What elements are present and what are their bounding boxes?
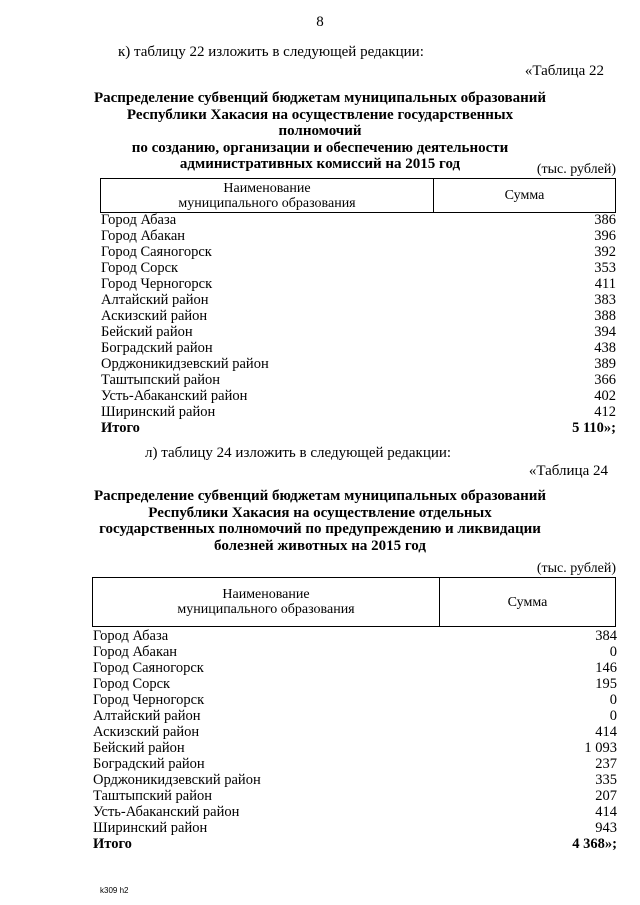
table-row	[93, 788, 617, 804]
row-name: Ширинский район	[101, 404, 216, 420]
row-name: Аскизский район	[101, 308, 208, 324]
row-value: 335	[595, 772, 617, 788]
row-value: 943	[595, 820, 617, 836]
row-value: 0	[609, 644, 617, 660]
row-value: 411	[594, 276, 616, 292]
row-value: 1 093	[584, 740, 617, 756]
footer-code: k309 h2	[100, 886, 129, 895]
row-value: 146	[595, 660, 617, 676]
row-name: Орджоникидзевский район	[93, 772, 261, 788]
table-22-header	[100, 178, 616, 213]
table-row	[101, 228, 616, 244]
table-row	[101, 356, 616, 372]
row-name: Город Абаза	[93, 628, 169, 644]
row-value: 0	[609, 692, 617, 708]
table-row	[93, 708, 617, 724]
heading-line: болезней животных на 2015 год	[214, 537, 426, 554]
table-row	[101, 212, 616, 228]
table-24-heading	[90, 488, 550, 554]
table-row	[93, 628, 617, 644]
column-header-name	[93, 578, 440, 626]
row-value: 353	[594, 260, 616, 276]
column-header-name-line: Наименование	[222, 587, 310, 602]
instruction-table-24: л) таблицу 24 изложить в следующей редакции:	[145, 445, 452, 461]
table-24-caption: «Таблица 24	[528, 463, 608, 479]
row-name: Бейский район	[101, 324, 193, 340]
page-number: 8	[316, 14, 324, 30]
table-row	[93, 676, 617, 692]
table-total-row	[93, 836, 617, 852]
table-24-units: (тыс. рублей)	[536, 561, 616, 576]
table-row	[101, 372, 616, 388]
column-header-name-line: муниципального образования	[178, 195, 356, 211]
row-value: 438	[594, 340, 616, 356]
heading-line: Распределение субвенций бюджетам муниципальных образований	[93, 90, 547, 106]
table-total-row	[101, 420, 616, 436]
column-header-sum: Сумма	[504, 188, 545, 203]
row-name: Боградский район	[93, 756, 205, 772]
table-24-body	[93, 628, 617, 852]
instruction-table-22: к) таблицу 22 изложить в следующей редакции:	[118, 44, 424, 60]
row-value: 412	[594, 404, 616, 420]
table-row	[101, 244, 616, 260]
row-value: 384	[595, 628, 617, 644]
row-value: 392	[594, 244, 616, 260]
row-value: 402	[594, 388, 616, 404]
row-name: Аскизский район	[93, 724, 200, 740]
table-row	[101, 260, 616, 276]
table-row	[93, 644, 617, 660]
row-value: 366	[594, 372, 616, 388]
row-name: Алтайский район	[93, 708, 201, 724]
heading-line: административных комиссий на 2015 год	[179, 156, 461, 172]
table-22-caption: «Таблица 22	[524, 63, 604, 79]
row-name: Город Черногорск	[101, 276, 213, 292]
row-name: Город Саяногорск	[101, 244, 212, 260]
row-name: Таштыпский район	[101, 372, 221, 388]
row-name: Алтайский район	[101, 292, 209, 308]
table-row	[93, 740, 617, 756]
table-row	[93, 724, 617, 740]
row-value: 414	[595, 804, 617, 820]
row-value: 207	[595, 788, 617, 804]
total-value: 4 368»;	[572, 836, 617, 852]
heading-line: государственных полномочий по предупреждению и ликвидации	[99, 521, 541, 537]
row-name: Город Саяногорск	[93, 660, 204, 676]
row-value: 0	[609, 708, 617, 724]
table-row	[93, 804, 617, 820]
row-name: Город Абакан	[101, 228, 186, 244]
row-name: Орджоникидзевский район	[101, 356, 269, 372]
row-name: Таштыпский район	[93, 788, 213, 804]
heading-line: Республики Хакасия на осуществление государственных полномочий	[126, 106, 514, 139]
column-header-name-line: муниципального образования	[177, 602, 355, 617]
table-row	[93, 692, 617, 708]
table-22-body	[101, 212, 616, 436]
table-row	[101, 308, 616, 324]
table-row	[101, 340, 616, 356]
row-value: 237	[595, 756, 617, 772]
row-value: 414	[595, 724, 617, 740]
column-header-name-line: Наименование	[223, 180, 311, 196]
row-value: 389	[594, 356, 616, 372]
row-name: Город Абакан	[93, 644, 178, 660]
table-row	[101, 292, 616, 308]
column-header-sum: Сумма	[507, 594, 548, 610]
total-label: Итого	[101, 420, 140, 436]
table-24-header	[92, 577, 616, 627]
row-value: 195	[595, 676, 617, 692]
heading-line: по созданию, организации и обеспечению деятельности	[131, 139, 509, 156]
row-name: Город Сорск	[93, 676, 171, 692]
row-name: Усть-Абаканский район	[101, 388, 248, 404]
row-name: Город Черногорск	[93, 692, 205, 708]
table-row	[101, 388, 616, 404]
row-value: 396	[594, 228, 616, 244]
table-row	[93, 660, 617, 676]
row-name: Боградский район	[101, 340, 213, 356]
row-value: 383	[594, 292, 616, 308]
table-22-units: (тыс. рублей)	[536, 162, 616, 177]
table-row	[101, 324, 616, 340]
row-name: Бейский район	[93, 740, 185, 756]
row-value: 394	[594, 324, 616, 340]
row-name: Усть-Абаканский район	[93, 804, 240, 820]
table-row	[93, 756, 617, 772]
total-value: 5 110»;	[572, 420, 616, 436]
table-22-heading	[90, 90, 550, 173]
heading-line: Распределение субвенций бюджетам муниципальных образований	[93, 488, 547, 504]
row-value: 386	[594, 212, 616, 228]
row-name: Город Абаза	[101, 212, 177, 228]
table-row	[93, 772, 617, 788]
table-row	[101, 404, 616, 420]
row-value: 388	[594, 308, 616, 324]
total-label: Итого	[93, 836, 132, 852]
row-name: Ширинский район	[93, 820, 208, 836]
table-row	[93, 820, 617, 836]
heading-line: Республики Хакасия на осуществление отдельных	[148, 504, 492, 521]
table-row	[101, 276, 616, 292]
row-name: Город Сорск	[101, 260, 179, 276]
column-header-name	[101, 179, 434, 212]
